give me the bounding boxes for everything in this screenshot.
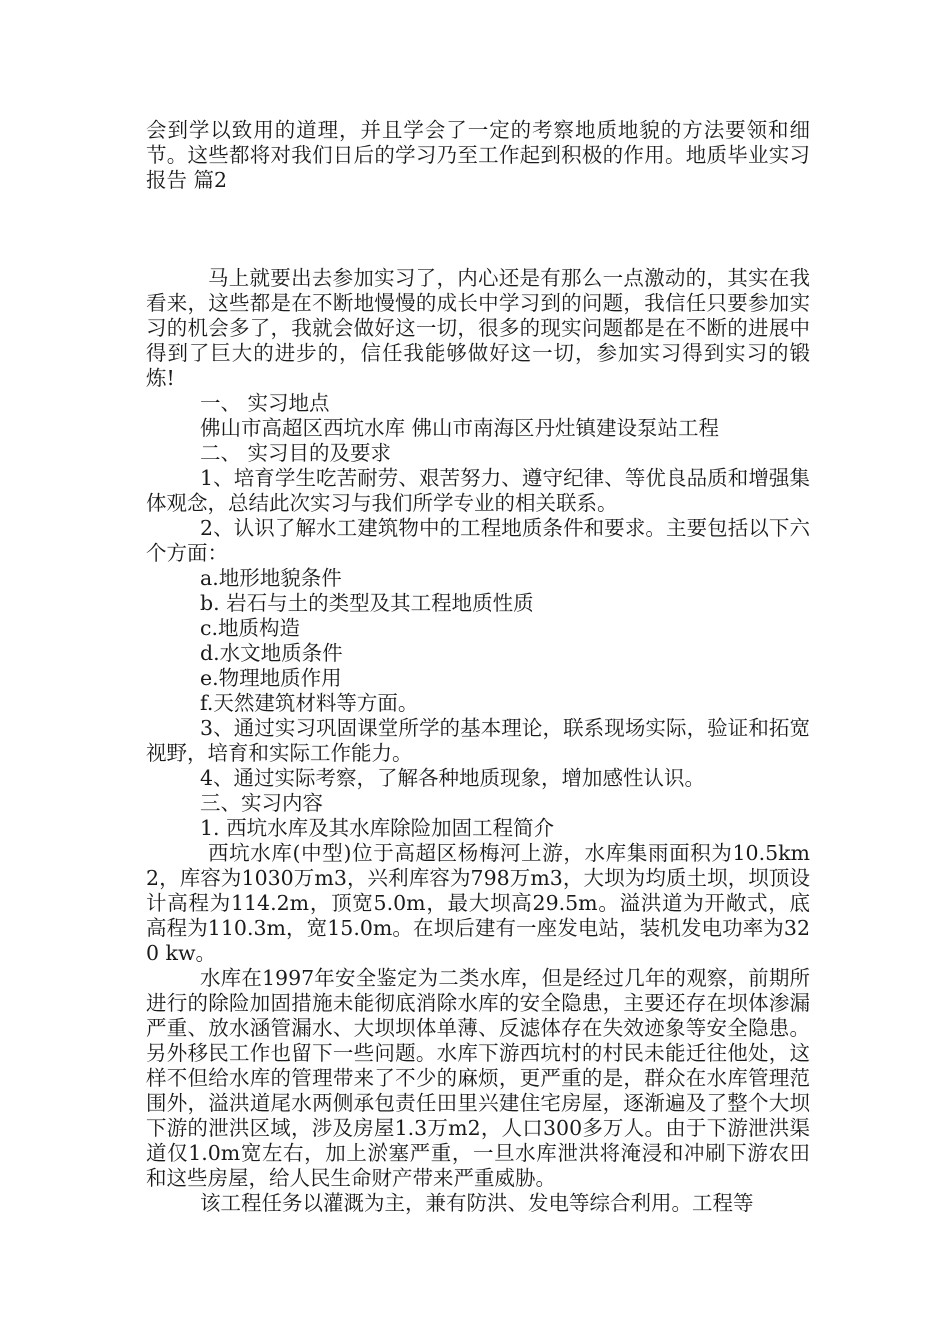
subsection1-paragraph-3: 该工程任务以灌溉为主，兼有防洪、发电等综合利用。工程等 bbox=[200, 1191, 754, 1215]
subsection1-paragraph-2: 水库在1997年安全鉴定为二类水库，但是经过几年的观察，前期所进行的除险加固措施未能彻底消除水库的安全隐患，主要还存在坝体渗漏严重、放水涵管漏水、大坝坝体单薄、反滤体存在失效迹象等安全隐患。另外移民工作也留下一些问题。水库下游西坑村的村民未能迁往他处，这样不但给水库的管理带来了不少的麻烦，更严重的是，群众在水库管理范围外，溢洪道尾水两侧承包责任田里兴建住宅房屋，逐渐遍及了整个大坝下游的泄洪区域，涉及房屋1.3万m2，人口300多万人。由于下游泄洪渠道仅1.0m宽左右，加上淤塞严重，一旦水库泄洪将淹浸和冲刷下游农田和这些房屋，给人民生命财产带来严重威胁。 bbox=[146, 966, 810, 1190]
sub-item-e: e.物理地质作用 bbox=[200, 666, 342, 690]
sub-item-a: a.地形地貌条件 bbox=[200, 566, 342, 590]
objective-item-3: 3、通过实习巩固课堂所学的基本理论，联系现场实际，验证和拓宽视野，培育和实际工作能力。 bbox=[146, 716, 810, 765]
subsection1-heading: 1. 西坑水库及其水库除险加固工程简介 bbox=[200, 816, 555, 840]
objective-item-4: 4、通过实际考察，了解各种地质现象，增加感性认识。 bbox=[200, 766, 706, 790]
objective-item-1: 1、培育学生吃苦耐劳、艰苦努力、遵守纪律、等优良品质和增强集体观念，总结此次实习与我们所学专业的相关联系。 bbox=[146, 466, 810, 515]
section1-heading: 一、 实习地点 bbox=[200, 391, 330, 415]
paragraph-gap bbox=[146, 193, 810, 266]
sub-item-f: f.天然建筑材料等方面。 bbox=[200, 691, 419, 715]
sub-item-b: b. 岩石与土的类型及其工程地质性质 bbox=[200, 591, 534, 615]
objective-item-2: 2、认识了解水工建筑物中的工程地质条件和要求。主要包括以下六个方面： bbox=[146, 516, 810, 565]
sub-item-c: c.地质构造 bbox=[200, 616, 300, 640]
opening-paragraph: 马上就要出去参加实习了，内心还是有那么一点激动的，其实在我看来，这些都是在不断地慢慢的成长中学习到的问题，我信任只要参加实习的机会多了，我就会做好这一切，很多的现实问题都是在不断的进展中得到了巨大的进步的，信任我能够做好这一切，参加实习得到实习的锻炼! bbox=[146, 266, 810, 390]
section2-heading: 二、 实习目的及要求 bbox=[200, 441, 392, 465]
section1-body: 佛山市高超区西坑水库 佛山市南海区丹灶镇建设泵站工程 bbox=[200, 416, 720, 440]
subsection1-paragraph-1: 西坑水库(中型)位于高超区杨梅河上游，水库集雨面积为10.5km2，库容为1030万m3，兴利库容为798万m3，大坝为均质土坝，坝顶设计高程为114.2m，顶宽5.0m，最大坝高29.5m。溢洪道为开敞式，底高程为110.3m，宽15.0m。在坝后建有一座发电站，装机发电功率为320 kw。 bbox=[146, 841, 810, 965]
section3-heading: 三、实习内容 bbox=[200, 791, 323, 815]
intro-paragraph: 会到学以致用的道理，并且学会了一定的考察地质地貌的方法要领和细节。这些都将对我们日后的学习乃至工作起到积极的作用。地质毕业实习报告 篇2 bbox=[146, 118, 810, 192]
document-page bbox=[146, 118, 810, 1216]
sub-item-d: d.水文地质条件 bbox=[200, 641, 343, 665]
